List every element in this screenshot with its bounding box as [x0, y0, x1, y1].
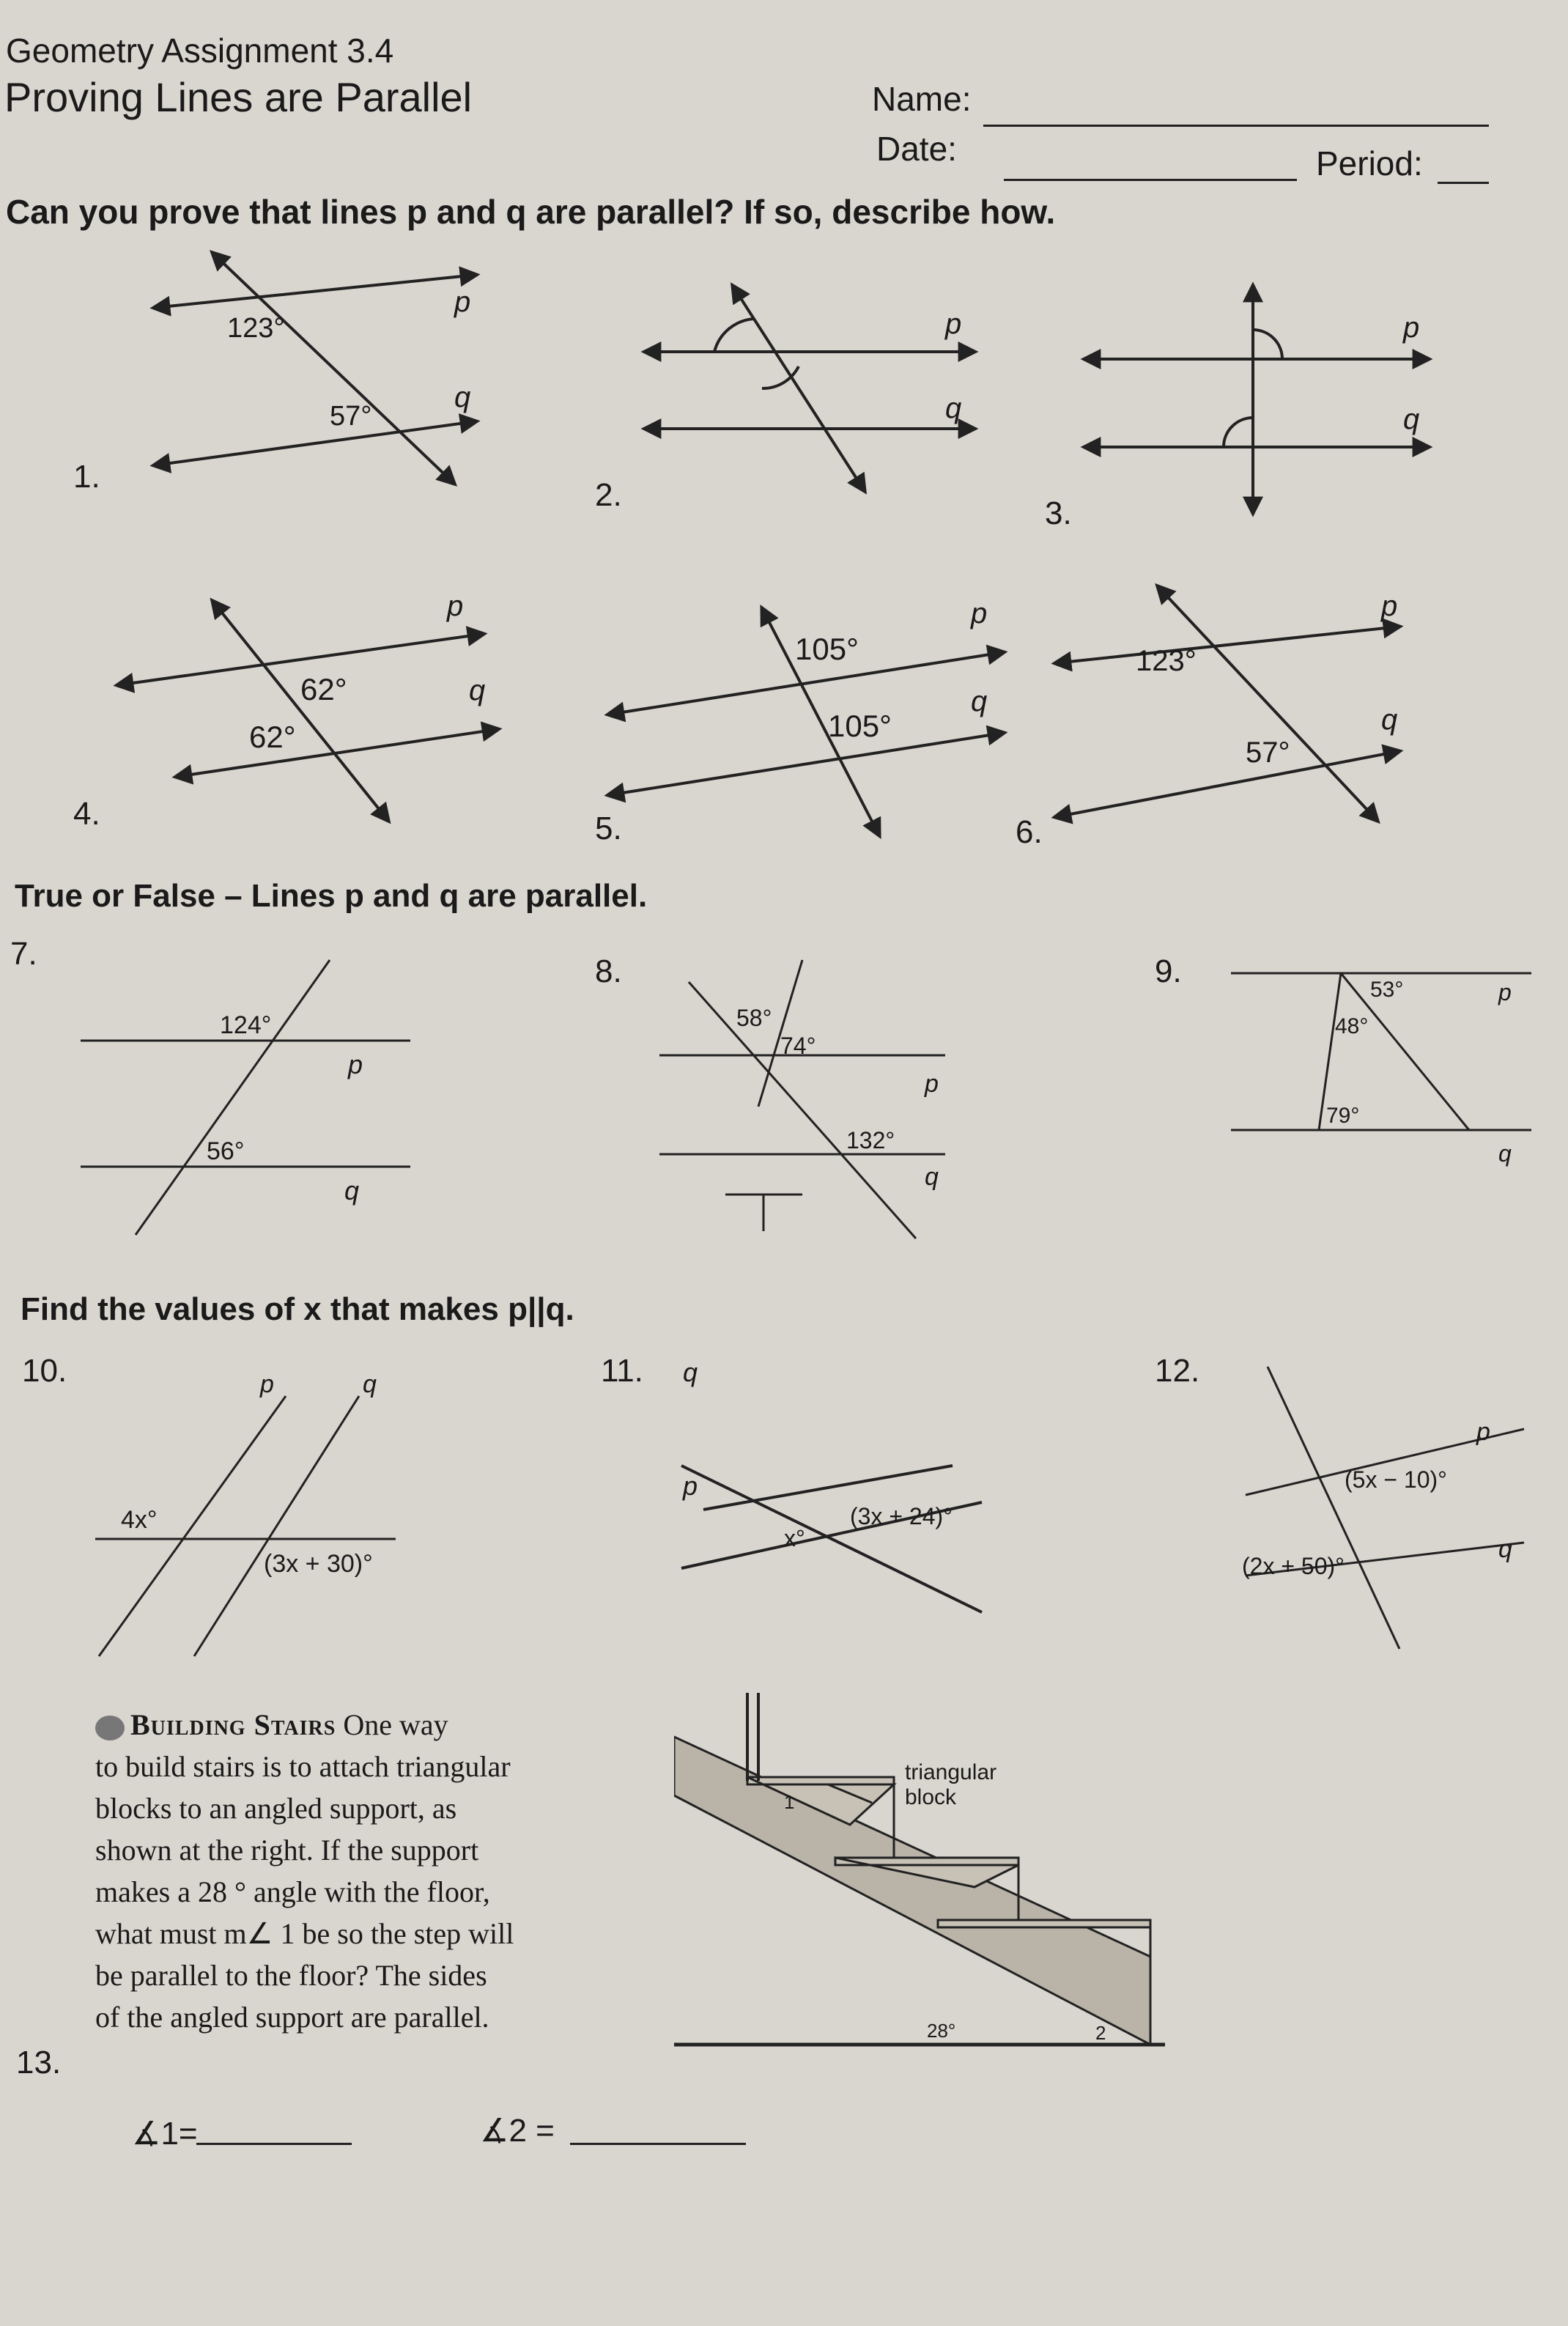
problems-7-9-figures — [0, 923, 1568, 1260]
stairs-line-7: of the angled support are parallel. — [95, 2001, 489, 2034]
date-label: Date: — [876, 130, 957, 168]
p10-expr-b: (3x + 30)° — [264, 1550, 373, 1578]
stairs-line-5: what must m∠ 1 be so the step will — [95, 1917, 514, 1950]
p11-number: 11. — [601, 1353, 643, 1389]
p4-angle-b: 62° — [249, 720, 296, 754]
stairs-icon — [95, 1716, 125, 1740]
p10-expr-a: 4x° — [121, 1506, 158, 1534]
problem-7-figure — [81, 960, 410, 1235]
p12-label-q: q — [1498, 1535, 1512, 1563]
p10-label-q: q — [363, 1370, 377, 1398]
period-label: Period: — [1316, 144, 1423, 182]
section2-heading: True or False – Lines p and q are parallel. — [15, 878, 648, 914]
page-title: Proving Lines are Parallel — [4, 74, 473, 120]
angle-marker-2: 2 — [1095, 2022, 1106, 2044]
p11-label-q: q — [683, 1357, 698, 1387]
stairs-line-3: shown at the right. If the support — [95, 1834, 479, 1867]
problem-3-figure — [1084, 286, 1429, 513]
p1-label-p: p — [454, 286, 471, 318]
p5-label-p: p — [971, 597, 988, 630]
p12-expr-b: (2x + 50)° — [1242, 1553, 1345, 1579]
period-blank[interactable] — [1438, 182, 1489, 184]
answer-2-label: ∡2 = — [480, 2113, 555, 2149]
p6-angle-b: 57° — [1246, 736, 1290, 769]
p6-number: 6. — [1016, 814, 1043, 850]
p12-number: 12. — [1155, 1353, 1200, 1389]
p4-label-q: q — [469, 674, 486, 706]
angle-28-label: 28° — [927, 2020, 956, 2042]
p11-expr-b: (3x + 24)° — [850, 1503, 953, 1529]
p4-label-p: p — [447, 590, 464, 622]
p9-angle-a: 53° — [1370, 978, 1404, 1002]
p5-angle-b: 105° — [828, 709, 892, 743]
p9-label-q: q — [1498, 1140, 1512, 1167]
p11-label-p: p — [683, 1471, 698, 1501]
p12-label-p: p — [1476, 1418, 1490, 1446]
date-blank[interactable] — [1004, 179, 1297, 181]
p9-angle-c: 79° — [1326, 1104, 1360, 1128]
problem-12-figure — [1246, 1367, 1524, 1649]
p7-label-p: p — [348, 1049, 363, 1079]
p1-label-q: q — [454, 381, 471, 413]
p8-angle-a: 58° — [736, 1005, 772, 1031]
stairs-text-first: One way — [343, 1708, 448, 1741]
section3-heading: Find the values of x that makes p||q. — [21, 1291, 574, 1327]
stairs-heading: Building Stairs — [130, 1708, 336, 1741]
section1-question: Can you prove that lines p and q are parallel? If so, describe how. — [6, 193, 1056, 231]
stairs-figure — [674, 1693, 1202, 2059]
triangular-block-label-2: block — [905, 1785, 957, 1809]
p2-label-q: q — [945, 392, 962, 424]
p8-label-q: q — [925, 1163, 939, 1191]
p9-angle-b: 48° — [1335, 1014, 1369, 1038]
p7-label-q: q — [344, 1175, 360, 1206]
problem-2-figure — [645, 286, 975, 491]
angle-marker-1: 1 — [784, 1791, 795, 1813]
p6-label-q: q — [1381, 704, 1398, 736]
p3-label-p: p — [1403, 311, 1420, 344]
p13-number: 13. — [16, 2045, 62, 2081]
p10-number: 10. — [22, 1353, 67, 1389]
name-label: Name: — [872, 80, 972, 118]
p4-angle-a: 62° — [300, 672, 347, 706]
answer-1-blank[interactable] — [196, 2143, 352, 2145]
p5-label-q: q — [971, 685, 988, 717]
p7-number: 7. — [10, 936, 37, 972]
stairs-text — [95, 1704, 608, 2038]
stairs-line-4: makes a 28 ° angle with the floor, — [95, 1875, 490, 1908]
problems-1-3-figures — [0, 242, 1568, 550]
stairs-line-6: be parallel to the floor? The sides — [95, 1959, 487, 1992]
p9-label-p: p — [1498, 979, 1512, 1005]
p1-angle-b: 57° — [330, 401, 372, 432]
p2-label-p: p — [945, 308, 962, 340]
p10-label-p: p — [260, 1370, 274, 1398]
stairs-line-1: to build stairs is to attach triangular — [95, 1750, 511, 1783]
problem-4-figure — [117, 601, 498, 821]
p9-number: 9. — [1155, 953, 1182, 989]
p1-angle-a: 123° — [227, 313, 285, 344]
p4-number: 4. — [73, 796, 100, 832]
name-blank[interactable] — [983, 125, 1489, 127]
p3-number: 3. — [1045, 495, 1072, 531]
answer-1-label: ∡1= — [132, 2116, 198, 2152]
problem-11-figure — [681, 1466, 982, 1612]
p2-number: 2. — [595, 477, 622, 513]
p7-angle-a: 124° — [220, 1011, 272, 1039]
triangular-block-label-1: triangular — [905, 1760, 997, 1784]
p7-angle-b: 56° — [207, 1137, 245, 1165]
p6-angle-a: 123° — [1136, 645, 1197, 677]
problem-6-figure — [1055, 586, 1399, 821]
p12-expr-a: (5x − 10)° — [1345, 1466, 1447, 1493]
p5-angle-a: 105° — [795, 632, 859, 666]
stairs-line-2: blocks to an angled support, as — [95, 1792, 457, 1825]
problems-4-6-figures — [0, 572, 1568, 865]
p8-label-p: p — [925, 1070, 939, 1098]
problem-1-figure — [154, 253, 476, 484]
course-title: Geometry Assignment 3.4 — [6, 32, 394, 70]
problems-10-12-figures — [0, 1348, 1568, 1671]
p3-label-q: q — [1403, 403, 1420, 435]
p8-number: 8. — [595, 953, 622, 989]
problem-8-figure — [659, 960, 945, 1238]
answer-2-blank[interactable] — [570, 2143, 746, 2145]
p6-label-p: p — [1381, 590, 1398, 622]
p11-expr-a: x° — [784, 1525, 805, 1551]
p1-number: 1. — [73, 459, 100, 495]
p8-angle-c: 132° — [846, 1127, 895, 1153]
p8-angle-b: 74° — [780, 1033, 816, 1059]
p5-number: 5. — [595, 811, 622, 846]
